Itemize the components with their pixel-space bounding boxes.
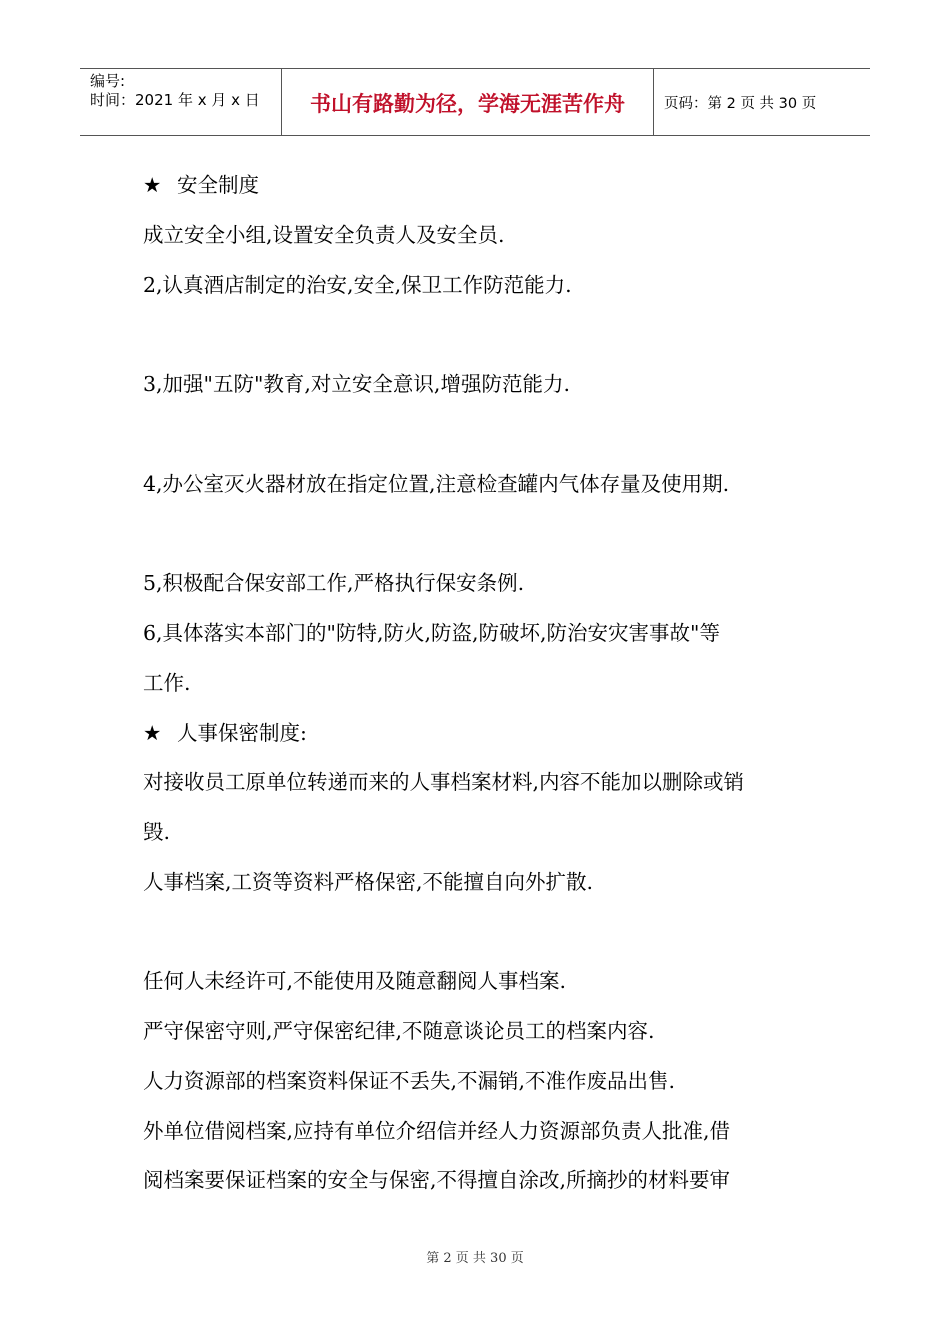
page-header (80, 68, 870, 136)
paragraph-line: 5,积极配合保安部工作,严格执行保安条例. (143, 571, 525, 595)
star-icon: ★ (143, 721, 162, 745)
paragraph-line: 4,办公室灭火器材放在指定位置,注意检查罐内气体存量及使用期. (143, 472, 730, 496)
paragraph-line: 任何人未经许可,不能使用及随意翻阅人事档案. (143, 969, 567, 993)
paragraph-line: 6,具体落实本部门的"防特,防火,防盗,防破坏,防治安灾害事故"等 (143, 621, 720, 645)
header-page-info: 页码：第 2 页 共 30 页 (664, 96, 817, 112)
paragraph-line: 毁. (143, 820, 171, 844)
paragraph-line: 工作. (143, 671, 191, 695)
header-motto-cell (282, 69, 654, 135)
paragraph-line: 阅档案要保证档案的安全与保密,不得擅自涂改,所摘抄的材料要审 (143, 1168, 731, 1192)
paragraph-line: 3,加强"五防"教育,对立安全意识,增强防范能力. (143, 372, 570, 396)
page-footer: 第 2 页 共 30 页 (426, 1251, 524, 1266)
motto-text: 书山有路勤为径，学海无涯苦作舟 (310, 91, 625, 116)
paragraph-line: 人力资源部的档案资料保证不丢失,不漏销,不准作废品出售. (143, 1069, 676, 1093)
paragraph-line: 2,认真酒店制定的治安,安全,保卫工作防范能力. (143, 273, 572, 297)
heading-text: 人事保密制度: (177, 721, 307, 745)
heading-text: 安全制度 (177, 173, 259, 197)
header-page-cell (654, 69, 870, 135)
time-label: 时间：2021 年 x 月 x 日 (90, 91, 260, 109)
serial-number-label: 编号: (90, 72, 126, 90)
section-heading-personnel (143, 719, 823, 747)
paragraph-line: 严守保密守则,严守保密纪律,不随意谈论员工的档案内容. (143, 1019, 655, 1043)
paragraph-line: 成立安全小组,设置安全负责人及安全员. (143, 223, 505, 247)
paragraph-line: 外单位借阅档案,应持有单位介绍信并经人力资源部负责人批准,借 (143, 1119, 731, 1143)
header-meta-cell (80, 69, 282, 135)
section-heading-safety (143, 171, 823, 199)
paragraph-line: 对接收员工原单位转递而来的人事档案材料,内容不能加以删除或销 (143, 770, 745, 794)
star-icon: ★ (143, 173, 162, 197)
paragraph-line: 人事档案,工资等资料严格保密,不能擅自向外扩散. (143, 870, 594, 894)
